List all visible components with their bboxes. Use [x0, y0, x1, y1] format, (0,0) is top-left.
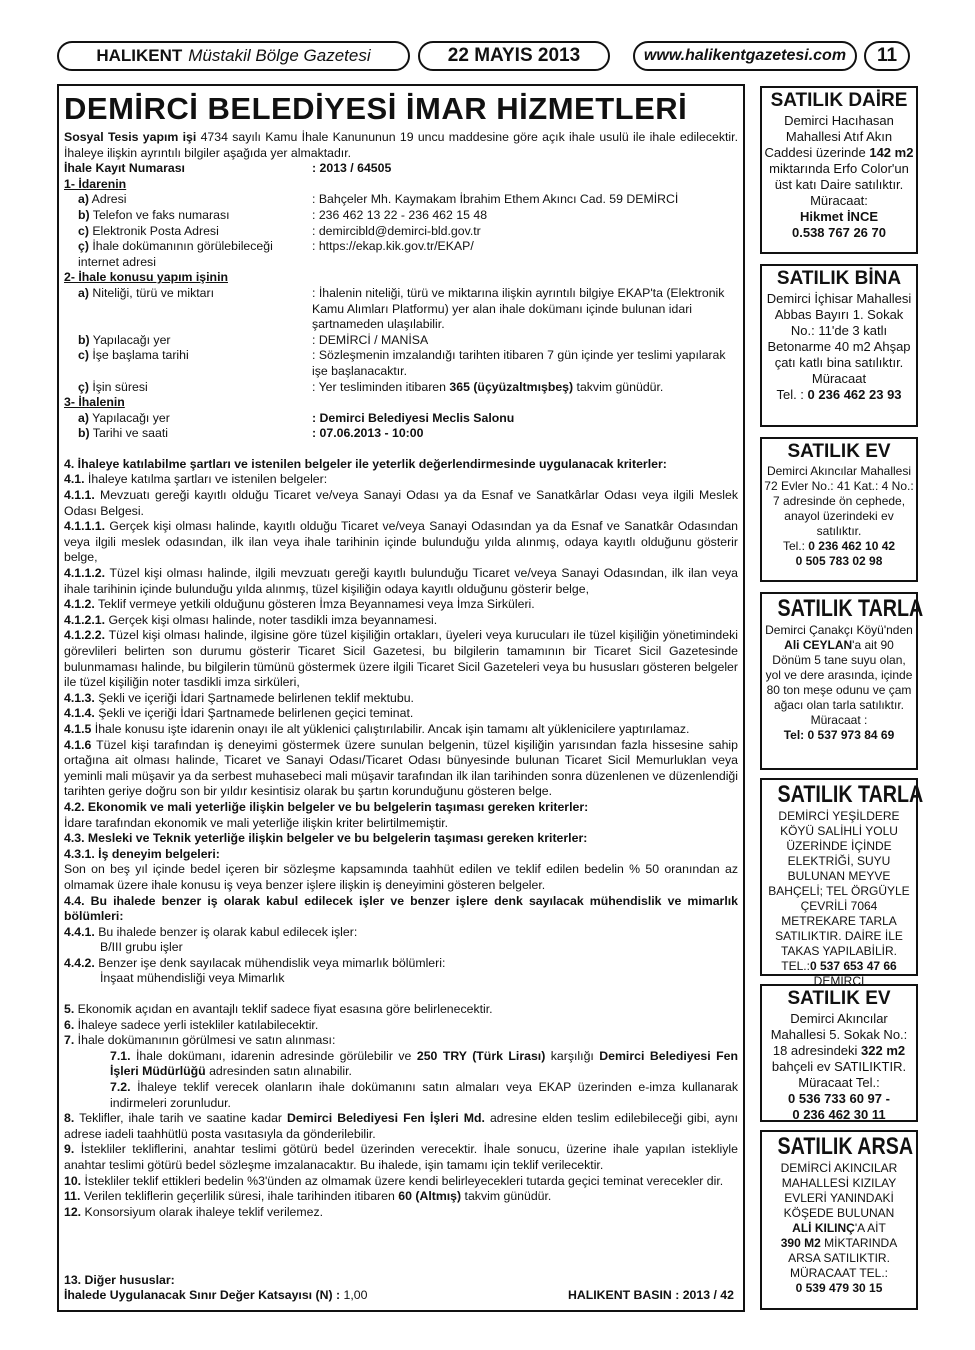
clause-4-1-5: 4.1.5 İhale konusu işte idarenin onayı ile alt yüklenici çalıştırılabilir. Ancak işin tamamı alt yüklenicilere yaptırılamaz. [64, 721, 690, 736]
admin-address-row: a) Adresi : Bahçeler Mh. Kaymakam İbrahim Ethem Akıncı Cad. 59 DEMİRCİ [78, 192, 679, 207]
ad-phone: Tel. : 0 236 462 23 93 [776, 387, 902, 402]
clause-7-1: 7.1. İhale dokümanı, idarenin adresinde görülebilir ve 250 TRY (Türk Lirası) karşılığı Demirci Belediyesi Fen İşleri Müdürlüğü adresinden satın alınabilir. [110, 1048, 738, 1079]
article-title: DEMİRCİ BELEDİYESİ İMAR HİZMETLERİ [64, 91, 688, 126]
clause-4-3-1: 4.3.1. İş deneyim belgeleri: [64, 846, 220, 861]
ad-land-for-sale [760, 1130, 918, 1310]
admin-phone-row: b) Telefon ve faks numarası : 236 462 13 22 - 236 462 15 48 [78, 207, 488, 222]
section-3-title: 3- İhalenin [64, 395, 125, 410]
clause-4-1-2: 4.1.2. Teklif vermeye yetkili olduğunu gösteren İmza Beyannamesi veya İmza Sirküleri. [64, 597, 535, 612]
paper-name: HALIKENT [96, 46, 183, 65]
clause-4-2: 4.2. Ekonomik ve mali yeterliğe ilişkin belgeler ve bu belgelerin taşıması gereken kriterler: [64, 799, 589, 814]
ad-phone: 0 539 479 30 15 [795, 1281, 883, 1295]
clause-4-3: 4.3. Mesleki ve Teknik yeterliğe ilişkin belgeler ve bu belgelerin taşıması gereken kriterler: [64, 831, 588, 846]
clause-5: 5. Ekonomik açıdan en avantajlı teklif sadece fiyat esasına göre belirlenecektir. [64, 1002, 493, 1017]
clause-4-1-4: 4.1.4. Şekli ve içeriği İdari Şartnamede belirlenen geçici teminat. [64, 706, 414, 721]
clause-4: 4. İhaleye katılabilme şartları ve istenilen belgeler ile yeterlik değerlendirmesinde uygulanacak kriterler: [64, 456, 667, 471]
paper-name-box [57, 41, 410, 71]
ad-phone: TEL.:0 537 653 47 66 [781, 959, 897, 973]
ad-title: SATILIK ARSA [777, 1133, 914, 1160]
clause-6: 6. İhaleye sadece yerli istekliler katılabilecektir. [64, 1017, 319, 1032]
section-1-title: 1- İdarenin [64, 176, 127, 191]
website-link[interactable]: www.halikentgazetesi.com [633, 41, 857, 71]
tender-registration-row: İhale Kayıt Numarası : 2013 / 64505 [64, 161, 392, 176]
clause-10: 10. İstekliler teklif ettikleri bedelin %3'ünden az olmamak üzere kendi belirleyecekleri tutarda geçici teminat verecekler dir. [64, 1173, 724, 1188]
ad-house-for-sale-1 [760, 437, 918, 582]
ad-place: DEMİRCİ [813, 974, 865, 988]
clause-4-4-1-value: B/III grubu işler [100, 940, 183, 955]
clause-7-2: 7.2. İhaleye teklif verecek olanların ihale dokümanını satın almaları veya EKAP üzerinden e-imza kullanarak indirmeleri zorunludur. [110, 1080, 738, 1110]
clause-4-3-1-text: Son on beş yıl içinde bedel içeren bir sözleşme kapsamında taahhüt edilen ve teklif edilen bedelin % 50 oranından az olmamak üzere ihale konusu iş veya benzer işlere ilişkin iş deneyimini gösteren belgeler. [64, 862, 738, 892]
work-nature-row: a) Niteliği, türü ve miktarı : İhalenin niteliği, türü ve miktarına ilişkin ayrıntılı bilgiye EKAP'ta (Elektronik Kamu Alımları Platformu) yer alan ihale dokümanı içinde bulunan idari şartnameden ulaşılabilir. [78, 285, 725, 332]
ad-phone: 0.538 767 26 70 [792, 225, 886, 240]
clause-4-2-text: İdare tarafından ekonomik ve mali yeterliğe ilişkin kriter belirtilmemiştir. [64, 815, 449, 830]
page-number: 11 [864, 41, 910, 71]
ad-title: SATILIK BİNA [776, 268, 902, 289]
ad-body: Demirci Hacıhasan Mahallesi Atıf Akın Caddesi üzerinde 142 m2 miktarında Erfo Color'un üst katı Daire satılıktır. Müracaat: [764, 113, 914, 208]
ad-phone: 0 536 733 60 97 - [788, 1091, 890, 1106]
clause-4-1-2-2: 4.1.2.2. Tüzel kişi olması halinde, ilgisine göre tüzel kişiliğin ortakları, üyeleri veya kurucuları ile tüzel kişiliğin yönetimindeki görevlileri belirten son durumu gösterir Ticaret Sicil Gazetesi, bu bilgilerin tamamının bir Ticaret Sicil Gazetesinde bulunmaması halinde, bu bilgilerin tümünü göstermek üzere ilgili Ticaret Sicil Gazeteleri veya bu hususları gösteren belgeler ile tüzel kişiliğin noter tasdikli imza sirküleri, [64, 628, 738, 690]
ad-phone: Tel.: 0 236 462 10 42 [782, 539, 896, 553]
tender-date-row: b) Tarihi ve saati : 07.06.2013 - 10:00 [78, 426, 424, 441]
work-duration-row: ç) İşin süresi : Yer tesliminden itibaren 365 (üçyüzaltmışbeş) takvim günüdür. [78, 379, 664, 394]
clause-4-4-2: 4.4.2. Benzer işe denk sayılacak mühendislik veya mimarlık bölümleri: [64, 955, 446, 970]
work-place-row: b) Yapılacağı yer : DEMİRCİ / MANİSA [78, 332, 429, 347]
clause-4-1-2-1: 4.1.2.1. Gerçek kişi olması halinde, noter tasdikli imza beyannamesi. [64, 612, 438, 627]
clause-8: 8. Teklifler, ihale tarih ve saatine kadar Demirci Belediyesi Fen İşleri Md. adresine elden teslim edilebileceği gibi, aynı adrese iadeli taahhütlü posta vasıtasıyla da gönderilebilir. [64, 1111, 738, 1141]
ad-house-for-sale-2 [760, 984, 918, 1122]
clause-4-4: 4.4. Bu ihalede benzer iş olarak kabul edilecek işler ve benzer işlere denk sayılacak mühendislik ve mimarlık bölümleri: [64, 893, 738, 924]
section-2-title: 2- İhale konusu yapım işinin [64, 270, 228, 285]
ad-body-2: 390 M2 MİKTARINDA ARSA SATILIKTIR. MÜRACAAT TEL.: [780, 1236, 898, 1280]
ad-body: DEMİRCİ YEŞİLDERE KÖYÜ SALİHLİ YOLU ÜZERİNDE İÇİNDE ELEKTRİĞİ, SUYU BULUNAN MEYVE BAHÇELİ; TEL ÖRGÜYLE ÇEVRİLİ 7064 METREKARE TARLA SATILIKTIR. DAİRE İLE TAKAS YAPILABİLİR. [768, 809, 910, 958]
ad-body: Demirci Akıncılar Mahallesi 72 Evler No.: 41 Kat.: 4 No.: 7 adresinde ön cephede, anayol üzerindeki ev satılıktır. [764, 464, 914, 538]
clause-11: 11. Verilen tekliflerin geçerlilik süresi, ihale tarihinden itibaren 60 (Altmış) takvim günüdür. [64, 1189, 552, 1204]
ad-title: SATILIK EV [787, 441, 891, 462]
work-start-row: c) İşe başlama tarihi : Sözleşmenin imzalandığı tarihten itibaren 7 gün içinde yer teslimi yapılarak işe başlanacaktır. [78, 348, 726, 378]
ad-phone: Tel: 0 537 973 84 69 [783, 728, 895, 742]
ad-field-for-sale-2 [760, 778, 924, 988]
ad-phone-2: 0 505 783 02 98 [795, 554, 883, 568]
admin-web-row: ç) İhale dokümanının görülebileceği internet adresi : https://ekap.kik.gov.tr/EKAP/ [78, 239, 474, 269]
ad-phone-2: 0 236 462 30 11 [792, 1107, 886, 1122]
clause-4-4-1: 4.4.1. Bu ihalede benzer iş olarak kabul edilecek işler: [64, 924, 358, 939]
clause-4-1-1-2: 4.1.1.2. Tüzel kişi olması halinde, ilgili mevzuatı gereği kayıtlı bulunduğu Ticaret ve/veya Sanayi Odasından, ilk ilan veya ihale tarihinin içinde bulunduğu yılda alınmış, tüzel kişiliğin odaya kayıtlı olduğunu gösterir belge, [64, 566, 738, 596]
limit-coefficient: İhalede Uygulanacak Sınır Değer Katsayısı (N) : 1,00 [64, 1288, 368, 1303]
ad-field-for-sale-1 [760, 592, 924, 770]
issue-date: 22 MAYIS 2013 [418, 41, 610, 71]
ad-contact-name: Hikmet İNCE [799, 209, 879, 224]
ad-title: SATILIK TARLA [777, 595, 924, 622]
ad-owner: ALİ KILINÇ'A AİT [792, 1221, 886, 1235]
tender-notice [57, 84, 745, 1312]
ad-body: Demirci Akıncılar Mahallesi 5. Sokak No.: 18 adresindeki 322 m2 bahçeli ev SATILIKTIR. [770, 1011, 908, 1074]
ad-body: Demirci Çanakçı Köyü'nden Ali CEYLAN'a ait 90 Dönüm 5 tane suyu olan, yol ve dere arasında, içinde 80 ton meşe odunu ve çam ağacı olan tarla satılıktır. [765, 623, 913, 712]
clause-4-1-1: 4.1.1. Mevzuatı gereği kayıtlı olduğu Ticaret ve/veya Sanayi Odası ya da Esnaf ve Sanatkârlar Odası veya ilgili Meslek Odası Belgesi. [64, 488, 738, 518]
tender-place-row: a) Yapılacağı yer : Demirci Belediyesi Meclis Salonu [78, 410, 515, 425]
clause-7: 7. İhale dokümanının görülmesi ve satın alınması: [64, 1033, 336, 1048]
admin-email-row: c) Elektronik Posta Adresi : demircibld@demirci-bld.gov.tr [78, 223, 481, 238]
clause-4-1-6: 4.1.6 Tüzel kişi tarafından iş deneyimi göstermek üzere sunulan belgenin, tüzel kişiliğin yarısından fazla hissesine sahip ortağına ait olması halinde, Ticaret ve Sanayi Odası/Ticaret Odası bünyesinde bulunan Ticaret Sicil Memurluklan veya yeminli mali müşavir ya da serbest muhasebeci mali müşavir tarafından ilk ilan tarihinden sonra düzenlenen ve düzenlendiği tarihten geriye doğru son bir yıldır kesintisiz olarak bu şartın korunduğunu gösteren belge. [64, 737, 738, 799]
clause-4-1-3: 4.1.3. Şekli ve içeriği İdari Şartnamede belirlenen teklif mektubu. [64, 690, 414, 705]
paper-subtitle: Müstakil Bölge Gazetesi [188, 46, 371, 65]
ad-contact: Müracaat Tel.: [798, 1075, 880, 1090]
clause-13: 13. Diğer hususlar: [64, 1272, 175, 1287]
ad-body: DEMİRCİ AKINCILAR MAHALLESİ KIZILAY EVLERİ YANINDAKİ KÖŞEDE BULUNAN [780, 1161, 898, 1220]
article-footer [64, 1273, 738, 1304]
clause-12: 12. Konsorsiyum olarak ihaleye teklif verilemez. [64, 1204, 324, 1219]
ad-building-for-sale [760, 264, 918, 427]
ad-contact: Müracaat : [810, 713, 868, 727]
ad-apartment-for-sale [760, 86, 918, 254]
ad-title: SATILIK EV [787, 988, 891, 1009]
clause-4-1-1-1: 4.1.1.1. Gerçek kişi olması halinde, kayıtlı olduğu Ticaret ve/veya Sanayi Odasından ya da Esnaf ve Sanatkâr Odasından veya ilgili meslek odasından, ilk ilan veya ihale tarihinin içinde bulunduğu yılda alınmış, odaya kayıtlı olduğunu gösterir belge, [64, 519, 738, 565]
ad-title: SATILIK TARLA [777, 781, 924, 808]
ad-title: SATILIK DAİRE [770, 90, 908, 111]
clause-4-4-2-value: İnşaat mühendisliği veya Mimarlık [100, 971, 285, 986]
clause-9: 9. İstekliler tekliflerini, anahtar teslimi götürü bedel üzerinden verecektir. İhale sonucu, üzerine ihale yapılan istekliyle anahtar teslimi götürü bedel sözleşme imzalanacaktır. Bu ihalede, işin tamamı için teklif verilecektir. [64, 1142, 738, 1172]
ad-body: Demirci İçhisar Mahallesi Abbas Bayırı 1. Sokak No.: 11'de 3 katlı Betonarme 40 m2 Ahşap çatı katlı bina satılıktır. Müracaat [766, 291, 912, 386]
intro-paragraph: Sosyal Tesis yapım işi 4734 sayılı Kamu İhale Kanununun 19 uncu maddesine göre açık ihale usulü ile ihale edilecektir. İhaleye ilişkin ayrıntılı bilgiler aşağıda yer almaktadır. [64, 130, 738, 160]
clause-4-1: 4.1. İhaleye katılma şartları ve istenilen belgeler: [64, 472, 328, 487]
press-code: HALIKENT BASIN : 2013 / 42 [567, 1288, 734, 1303]
